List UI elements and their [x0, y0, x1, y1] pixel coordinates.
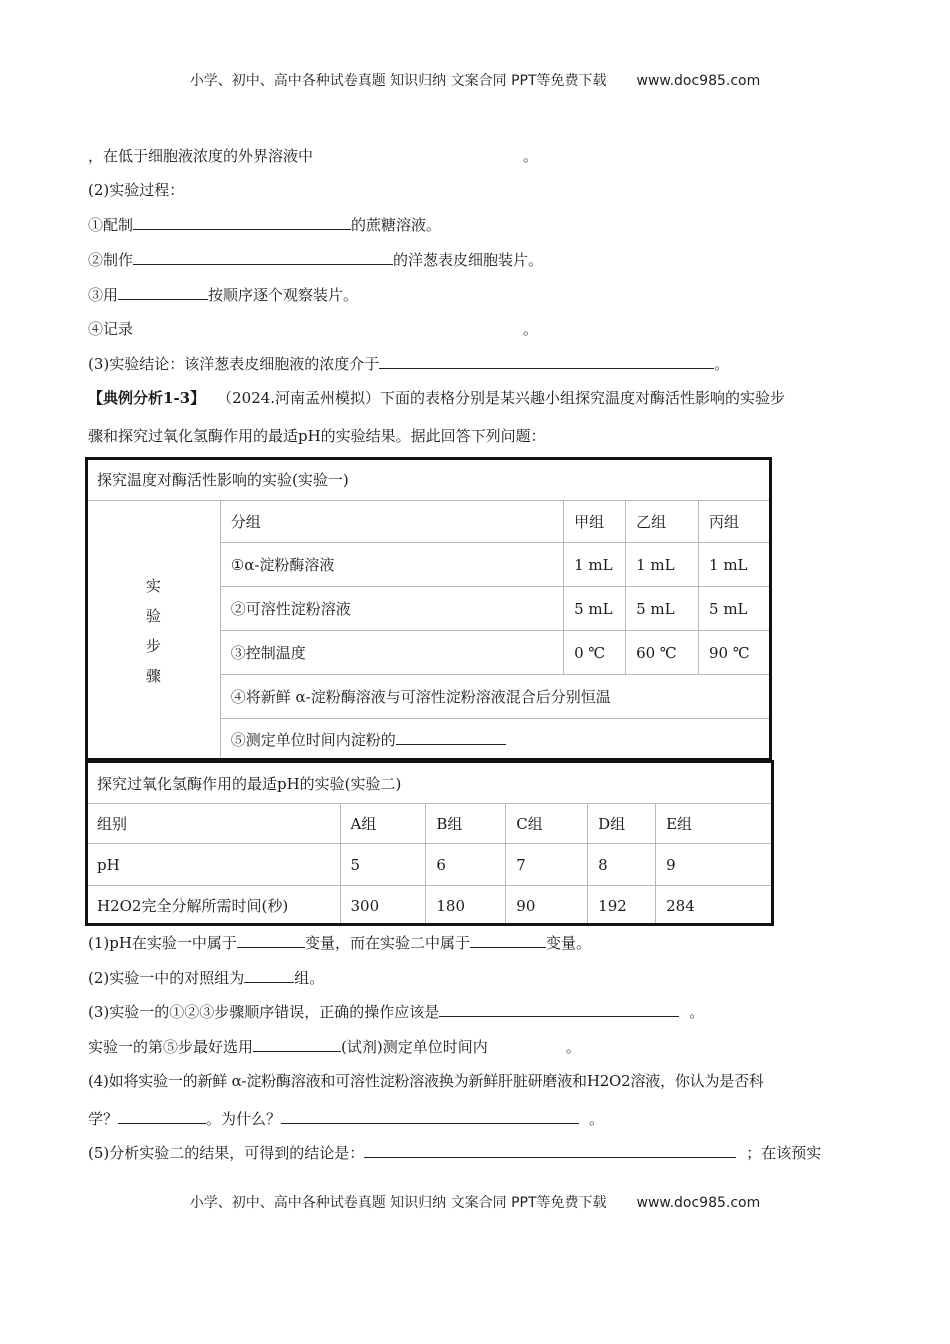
- header-text: 小学、初中、高中各种试卷真题 知识归纳 文案合同 PPT等免费下载: [189, 73, 607, 89]
- table1-cell: 1 mL: [699, 543, 770, 587]
- table2-title: 探究过氧化氢酶作用的最适pH的实验(实验二): [87, 763, 772, 804]
- q3-text: (3)实验一的①②③步骤顺序错误，正确的操作应该是: [88, 1003, 440, 1021]
- blank[interactable]: [253, 1037, 341, 1052]
- blank[interactable]: [244, 968, 294, 983]
- experiment-2-table: [86, 762, 772, 926]
- line-8: [88, 388, 785, 408]
- q5-text: (5)分析实验二的结果，可得到的结论是：: [88, 1144, 365, 1162]
- side-char: 实: [145, 576, 161, 595]
- line-4-end: 的洋葱表皮细胞装片。: [393, 251, 544, 269]
- table1-cell: 5 mL: [564, 587, 626, 631]
- blank[interactable]: [379, 354, 714, 369]
- line-6-end: 。: [523, 320, 539, 338]
- q3b-text-b: (试剂)测定单位时间内: [341, 1038, 488, 1056]
- line-4-text: ②制作: [88, 251, 134, 269]
- question-5: [88, 1143, 821, 1163]
- line-5: [88, 285, 358, 305]
- table2-cell: 180: [426, 886, 506, 926]
- q4b-text: 学？: [88, 1110, 119, 1128]
- blank[interactable]: [237, 933, 305, 948]
- q3-text-b: 。: [689, 1003, 705, 1021]
- line-3-text: ①配制: [88, 216, 134, 234]
- q3b-text-c: 。: [565, 1038, 581, 1056]
- question-4b: [88, 1109, 604, 1129]
- line-2-text: (2)实验过程：: [88, 181, 185, 199]
- table2-cell: 192: [588, 886, 656, 926]
- table1-header-cell: 丙组: [699, 501, 770, 543]
- footer-text: 小学、初中、高中各种试卷真题 知识归纳 文案合同 PPT等免费下载: [189, 1195, 607, 1211]
- question-3b: [88, 1037, 581, 1057]
- line-1: [88, 146, 538, 166]
- table2-cell: H2O2完全分解所需时间(秒): [87, 886, 341, 926]
- line-6-text: ④记录: [88, 320, 134, 338]
- table1-title: 探究温度对酶活性影响的实验(实验一): [87, 459, 770, 501]
- side-char: 验: [145, 606, 161, 625]
- blank[interactable]: [396, 730, 506, 745]
- table1-side-label: [87, 501, 221, 761]
- table2-cell: 7: [506, 844, 588, 886]
- side-char: 步: [145, 636, 161, 655]
- line-7-end: 。: [714, 355, 730, 373]
- q4b-text-b: 。为什么？: [206, 1110, 282, 1128]
- table1-cell: 90 ℃: [699, 631, 770, 675]
- table-row: [87, 804, 772, 844]
- table2-cell: E组: [656, 804, 772, 844]
- footer-site[interactable]: www.doc985.com: [636, 1195, 761, 1211]
- blank[interactable]: [470, 933, 546, 948]
- table2-cell: B组: [426, 804, 506, 844]
- table1-cell: ③控制温度: [220, 631, 563, 675]
- table2-cell: D组: [588, 804, 656, 844]
- q1-text-c: 变量。: [545, 934, 591, 952]
- header-site[interactable]: www.doc985.com: [636, 73, 761, 89]
- table1-cell: 1 mL: [564, 543, 626, 587]
- question-3: [88, 1002, 704, 1022]
- q1-text: (1)pH在实验一中属于: [88, 934, 237, 952]
- table2-cell: 9: [656, 844, 772, 886]
- line-1-text: ，在低于细胞液浓度的外界溶液中: [88, 147, 314, 165]
- table2-cell: 6: [426, 844, 506, 886]
- table1-cell: 0 ℃: [564, 631, 626, 675]
- table1-cell: 1 mL: [626, 543, 699, 587]
- table1-header-cell: 分组: [220, 501, 563, 543]
- table-row: [87, 844, 772, 886]
- question-2: [88, 968, 324, 988]
- q2-text-b: 组。: [294, 969, 325, 987]
- blank[interactable]: [133, 250, 393, 265]
- line-7-text: (3)实验结论：该洋葱表皮细胞液的浓度介于: [88, 355, 380, 373]
- table1-step5: [220, 719, 769, 761]
- side-char: 骤: [145, 666, 161, 685]
- table2-cell: 90: [506, 886, 588, 926]
- table2-cell: 300: [340, 886, 426, 926]
- blank[interactable]: [118, 285, 208, 300]
- step5-text: ⑤测定单位时间内淀粉的: [230, 731, 396, 749]
- blank[interactable]: [118, 1109, 206, 1124]
- blank[interactable]: [439, 1002, 679, 1017]
- q4b-text-c: 。: [589, 1110, 605, 1128]
- q4-text: (4)如将实验一的新鲜 α-淀粉酶溶液和可溶性淀粉溶液换为新鲜肝脏研磨液和H2O2溶液，你认为是否科: [88, 1072, 764, 1090]
- table1-cell: 5 mL: [626, 587, 699, 631]
- table1-cell: ②可溶性淀粉溶液: [220, 587, 563, 631]
- table1-cell: ①α-淀粉酶溶液: [220, 543, 563, 587]
- q3b-text: 实验一的第⑤步最好选用: [88, 1038, 254, 1056]
- table2-cell: C组: [506, 804, 588, 844]
- line-9-text: 骤和探究过氧化氢酶作用的最适pH的实验结果。据此回答下列问题：: [88, 427, 546, 445]
- blank[interactable]: [133, 215, 351, 230]
- line-4: [88, 250, 543, 270]
- experiment-1-table: [86, 458, 770, 761]
- q2-text: (2)实验一中的对照组为: [88, 969, 245, 987]
- line-1-end: 。: [523, 147, 539, 165]
- line-5-end: 按顺序逐个观察装片。: [208, 286, 359, 304]
- page-header: [0, 70, 950, 90]
- line-5-text: ③用: [88, 286, 119, 304]
- table2-cell: 8: [588, 844, 656, 886]
- table2-cell: A组: [340, 804, 426, 844]
- line-3: [88, 215, 441, 235]
- question-1: [88, 933, 591, 953]
- example-tag: 【典例分析1-3】: [88, 389, 206, 407]
- table1-header-cell: 乙组: [626, 501, 699, 543]
- line-6: [88, 319, 538, 339]
- q5-text-b: ；在该预实: [746, 1144, 822, 1162]
- line-8-text: （2024.河南孟州模拟）下面的表格分别是某兴趣小组探究温度对酶活性影响的实验步: [217, 389, 786, 407]
- page-footer: [0, 1192, 950, 1212]
- blank[interactable]: [364, 1143, 736, 1158]
- blank[interactable]: [281, 1109, 579, 1124]
- table2-cell: 组别: [87, 804, 341, 844]
- table1-cell: 60 ℃: [626, 631, 699, 675]
- table2-cell: 5: [340, 844, 426, 886]
- table-row: [87, 886, 772, 926]
- line-2: [88, 180, 184, 200]
- line-7: [88, 354, 729, 374]
- question-4: [88, 1071, 764, 1091]
- table1-header-cell: 甲组: [564, 501, 626, 543]
- q1-text-b: 变量，而在实验二中属于: [304, 934, 470, 952]
- line-3-end: 的蔗糖溶液。: [351, 216, 442, 234]
- line-9: [88, 426, 546, 446]
- table1-step4: ④将新鲜 α-淀粉酶溶液与可溶性淀粉溶液混合后分别恒温: [220, 675, 769, 719]
- table1-cell: 5 mL: [699, 587, 770, 631]
- table2-cell: 284: [656, 886, 772, 926]
- table2-cell: pH: [87, 844, 341, 886]
